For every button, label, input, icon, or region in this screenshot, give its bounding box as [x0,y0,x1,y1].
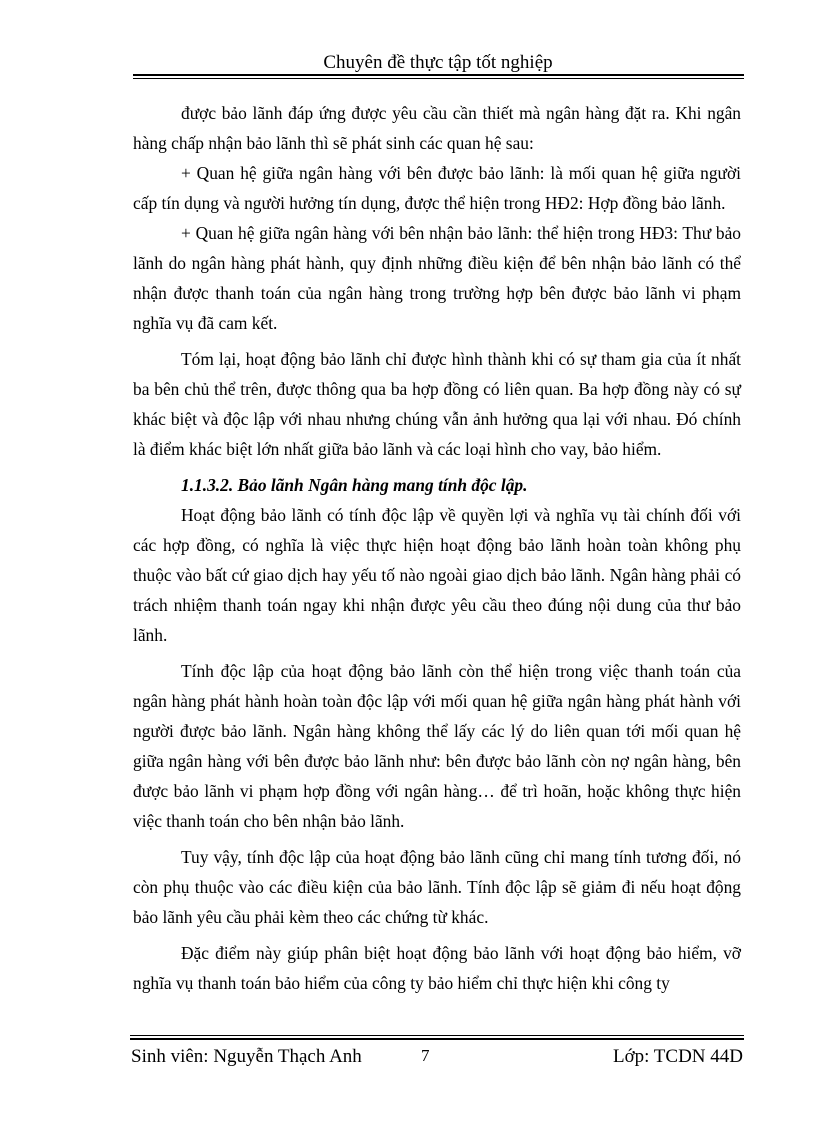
footer-student-name: Sinh viên: Nguyễn Thạch Anh [131,1046,362,1067]
header-divider-thin [133,78,744,79]
paragraph: Hoạt động bảo lãnh có tính độc lập về quyền lợi và nghĩa vụ tài chính đối với các hợp đồng, có nghĩa là việc thực hiện hoạt động bảo lãnh hoàn toàn không phụ thuộc vào bất cứ giao dịch hay yếu tố nào ngoài giao dịch bảo lãnh. Ngân hàng phải có trách nhiệm thanh toán ngay khi nhận được yêu cầu theo đúng nội dung của thư bảo lãnh. [133,505,741,645]
paragraph: + Quan hệ giữa ngân hàng với bên được bảo lãnh: là mối quan hệ giữa người cấp tín dụng và người hưởng tín dụng, được thể hiện trong HĐ2: Hợp đồng bảo lãnh. [133,163,741,213]
footer-divider [130,1038,744,1040]
page-number: 7 [421,1046,430,1065]
paragraph: Đặc điểm này giúp phân biệt hoạt động bảo lãnh với hoạt động bảo hiểm, vỡ nghĩa vụ thanh toán bảo hiểm của công ty bảo hiểm chỉ thực hiện khi công ty [133,943,741,993]
paragraph: Tóm lại, hoạt động bảo lãnh chỉ được hình thành khi có sự tham gia của ít nhất ba bên chủ thể trên, được thông qua ba hợp đồng có liên quan. Ba hợp đồng này có sự khác biệt và độc lập với nhau nhưng chúng vẫn ảnh hưởng qua lại với nhau. Đó chính là điểm khác biệt lớn nhất giữa bảo lãnh và các loại hình cho vay, bảo hiểm. [133,349,741,459]
paragraph: được bảo lãnh đáp ứng được yêu cầu cần thiết mà ngân hàng đặt ra. Khi ngân hàng chấp nhận bảo lãnh thì sẽ phát sinh các quan hệ sau: [133,103,741,153]
page-footer [131,1046,743,1072]
page-header-title: Chuyên đề thực tập tốt nghiệp [323,52,553,73]
paragraph: + Quan hệ giữa ngân hàng với bên nhận bảo lãnh: thể hiện trong HĐ3: Thư bảo lãnh do ngân hàng phát hành, quy định những điều kiện để bên nhận bảo lãnh có thể nhận được thanh toán của ngân hàng trong trường hợp bên được bảo lãnh vi phạm nghĩa vụ đã cam kết. [133,223,741,333]
document-body [133,98,741,998]
paragraph: Tính độc lập của hoạt động bảo lãnh còn thể hiện trong việc thanh toán của ngân hàng phát hành hoàn toàn độc lập với mối quan hệ giữa ngân hàng phát hành với người được bảo lãnh. Ngân hàng không thể lấy các lý do liên quan tới mối quan hệ giữa ngân hàng với bên được bảo lãnh như: bên được bảo lãnh còn nợ ngân hàng, bên được bảo lãnh vi phạm hợp đồng với ngân hàng… để trì hoãn, hoặc không thực hiện việc thanh toán cho bên nhận bảo lãnh. [133,661,741,831]
section-heading: 1.1.3.2. Bảo lãnh Ngân hàng mang tính độc lập. [181,475,528,495]
header-divider [133,74,744,76]
footer-divider-thin [130,1035,744,1036]
paragraph: Tuy vậy, tính độc lập của hoạt động bảo lãnh cũng chỉ mang tính tương đối, nó còn phụ thuộc vào các điều kiện của bảo lãnh. Tính độc lập sẽ giảm đi nếu hoạt động bảo lãnh yêu cầu phải kèm theo các chứng từ khác. [133,847,741,927]
footer-class-label: Lớp: TCDN 44D [612,1046,743,1067]
